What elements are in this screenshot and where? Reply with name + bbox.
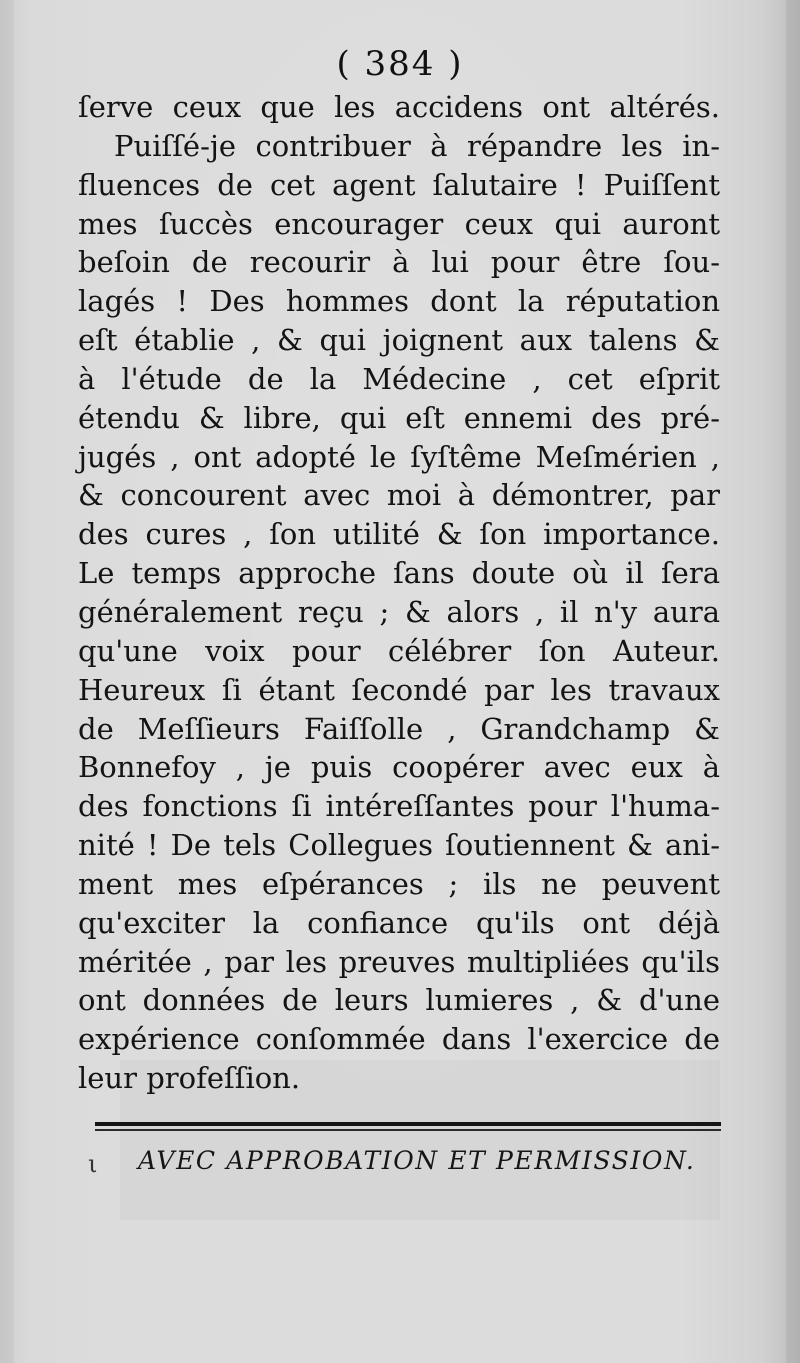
text-line: nité ! De tels Collegues ſoutiennent & ani- [78,828,720,863]
text-line: lagés ! Des hommes dont la réputation [78,284,720,319]
body-text [78,88,720,1098]
text-line: ont données de leurs lumieres , & d'une [78,983,720,1018]
rule-thin-line [95,1129,721,1131]
text-line: des fonctions ſi intéreſſantes pour l'huma- [78,789,720,824]
text-line: des cures , ſon utilité & ſon importance. [78,517,720,552]
page-number: ( 384 ) [336,44,464,84]
text-line: qu'exciter la confiance qu'ils ont déjà [78,905,720,940]
double-rule [95,1122,721,1131]
approbation-notice: AVEC APPROBATION ET PERMISSION. [138,1146,696,1175]
text-line: beſoin de recourir à lui pour être ſou- [78,245,720,280]
text-line: étendu & libre, qui eſt ennemi des pré- [78,400,720,435]
text-line: ſerve ceux que les accidens ont altérés. [78,90,720,124]
text-line: leur profeſſion. [78,1061,301,1096]
text-line: expérience conſommée dans l'exercice de [78,1022,720,1057]
text-line: Le temps approche ſans doute où il ſera [78,556,720,591]
text-line: Bonnefoy , je puis coopérer avec eux à [78,750,720,785]
text-line: fluences de cet agent ſalutaire ! Puiſſent [78,167,720,202]
text-line: mes ſuccès encourager ceux qui auront [78,206,720,241]
marginal-mark: ι [88,1150,98,1178]
text-line: eſt établie , & qui joignent aux talens & [78,323,720,358]
text-line: qu'une voix pour célébrer ſon Auteur. [78,633,720,668]
text-line: à l'étude de la Médecine , cet eſprit [78,361,720,396]
text-line: Heureux ſi étant ſecondé par les travaux [78,672,720,707]
text-line: Puiſſé-je contribuer à répandre les in- [114,128,720,163]
text-line: généralement reçu ; & alors , il n'y aura [78,594,720,629]
text-line: & concourent avec moi à démontrer, par [78,478,720,513]
text-line: de Meſſieurs Faiſſolle , Grandchamp & [78,711,720,746]
text-line: méritée , par les preuves multipliées qu'ils [78,944,720,979]
text-line: jugés , ont adopté le ſyſtême Meſmérien , [78,439,720,474]
text-line: ment mes eſpérances ; ils ne peuvent [78,866,720,901]
